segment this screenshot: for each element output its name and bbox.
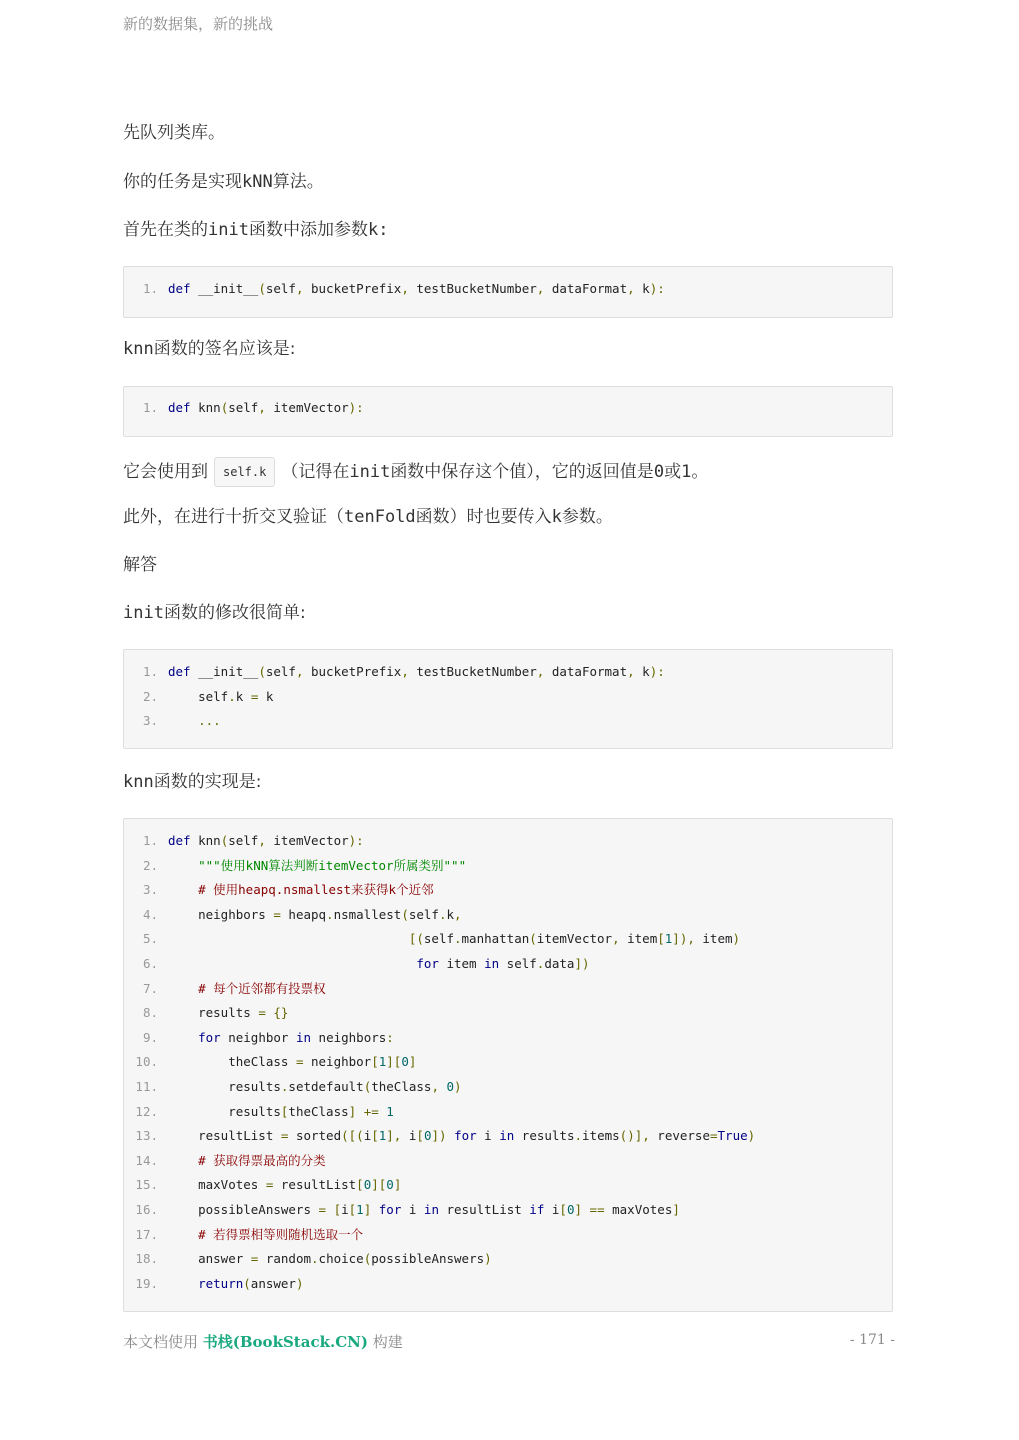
line-number: 1. bbox=[142, 281, 158, 296]
code-line bbox=[124, 1150, 326, 1172]
bookstack-link[interactable]: 书栈(BookStack.CN) bbox=[202, 1333, 368, 1351]
code-token: ) bbox=[484, 1251, 492, 1267]
paragraph-text: 或 bbox=[664, 462, 682, 482]
line-number: 14. bbox=[135, 1152, 158, 1168]
line-number: 10. bbox=[135, 1054, 158, 1070]
code-token: ) bbox=[454, 1079, 462, 1094]
code-line bbox=[124, 978, 326, 1000]
footer-prefix: 本文档使用 bbox=[123, 1333, 203, 1351]
line-number: 13. bbox=[135, 1128, 158, 1144]
code-token: = bbox=[250, 688, 259, 704]
line-number: 3. bbox=[142, 882, 158, 898]
line-number: 15. bbox=[135, 1177, 158, 1193]
paragraph-text: 此外，在进行十折交叉验证（ bbox=[123, 507, 344, 527]
code-token: ] bbox=[574, 1202, 583, 1217]
code-token: def bbox=[168, 833, 191, 848]
code-token: k bbox=[634, 664, 650, 679]
code-token: 0 bbox=[566, 1202, 575, 1217]
code-token: i bbox=[363, 1128, 372, 1144]
line-number: 12. bbox=[135, 1103, 158, 1119]
code-token: ( bbox=[258, 664, 266, 679]
code-token: , bbox=[295, 664, 304, 679]
code-token: for bbox=[454, 1128, 477, 1144]
code-token: knn bbox=[190, 400, 221, 415]
code-token: nsmallest bbox=[333, 906, 402, 922]
code-token: dataFormat bbox=[544, 281, 628, 296]
code-token bbox=[168, 1153, 198, 1168]
code-token: testBucketNumber bbox=[408, 281, 537, 296]
code-token: item bbox=[694, 931, 733, 947]
paragraph-text: （记得在 bbox=[281, 462, 350, 482]
paragraph-text: 函数的实现是: bbox=[153, 772, 262, 792]
code-token: ()], bbox=[619, 1128, 650, 1144]
code-token: . bbox=[438, 906, 447, 922]
code-token: # 使用heapq.nsmallest来获得k个近邻 bbox=[198, 882, 434, 898]
code-token: __init__ bbox=[190, 664, 259, 679]
code-token: for bbox=[198, 1029, 221, 1045]
paragraph bbox=[123, 601, 306, 625]
line-number: 16. bbox=[135, 1202, 158, 1217]
code-line bbox=[124, 830, 364, 852]
code-token: maxVotes bbox=[604, 1202, 673, 1217]
code-token: # 每个近邻都有投票权 bbox=[198, 980, 326, 996]
code-token: random bbox=[258, 1251, 312, 1267]
code-line bbox=[124, 397, 364, 419]
code-token: . bbox=[228, 688, 236, 704]
code-token: choice bbox=[318, 1251, 364, 1267]
paragraph-text: 函数的修改很简单: bbox=[163, 603, 306, 623]
paragraph-text: 。 bbox=[691, 462, 709, 482]
code-token: , bbox=[612, 931, 620, 947]
code-token: = bbox=[250, 1251, 259, 1267]
code-token: [ bbox=[657, 931, 665, 947]
page-number: - 171 - bbox=[849, 1332, 895, 1348]
code-token: ) bbox=[732, 931, 741, 947]
code-token: in bbox=[295, 1029, 312, 1045]
code-token: self bbox=[408, 906, 439, 922]
footer-credit bbox=[123, 1331, 403, 1352]
code-token bbox=[582, 1202, 590, 1217]
code-block bbox=[123, 386, 893, 437]
code-token: theClass bbox=[168, 1054, 296, 1070]
code-token: 1 bbox=[378, 1128, 387, 1144]
code-token: , bbox=[258, 400, 266, 415]
paragraph bbox=[123, 505, 613, 529]
code-token: ( bbox=[258, 281, 266, 296]
code-token: in bbox=[499, 1128, 515, 1144]
line-number: 2. bbox=[142, 688, 158, 704]
code-token: . bbox=[280, 1079, 289, 1094]
code-token: self bbox=[499, 956, 537, 971]
section-heading bbox=[123, 553, 157, 577]
paragraph-text: 首先在类的 bbox=[123, 220, 208, 240]
line-number: 1. bbox=[142, 664, 158, 679]
code-token: ( bbox=[243, 1275, 251, 1291]
code-token: , bbox=[536, 664, 545, 679]
inline-term: 0 bbox=[653, 462, 665, 482]
code-token: ] bbox=[363, 1202, 372, 1217]
line-number: 7. bbox=[142, 980, 158, 996]
code-token: . bbox=[326, 906, 334, 922]
code-token: [( bbox=[408, 931, 424, 947]
code-token: = bbox=[258, 1005, 266, 1021]
code-token: ): bbox=[649, 664, 665, 679]
code-token: . bbox=[574, 1128, 583, 1144]
code-token: ): bbox=[348, 400, 364, 415]
code-token: , bbox=[536, 281, 545, 296]
code-token: return bbox=[198, 1275, 244, 1291]
code-token: sorted bbox=[288, 1128, 342, 1144]
code-token: manhattan bbox=[461, 931, 530, 947]
inline-term: knn bbox=[123, 339, 154, 359]
code-token: . bbox=[536, 956, 545, 971]
line-number: 3. bbox=[142, 713, 158, 729]
code-line bbox=[124, 1002, 288, 1024]
code-token: in bbox=[423, 1202, 439, 1217]
code-token: self bbox=[265, 281, 296, 296]
code-token: results bbox=[514, 1128, 575, 1144]
paragraph-text: 先队列类库。 bbox=[123, 123, 225, 143]
paragraph-text: 参数。 bbox=[561, 507, 613, 527]
code-token bbox=[168, 882, 198, 897]
line-number: 19. bbox=[135, 1275, 158, 1291]
paragraph-text: 它会使用到 bbox=[123, 462, 208, 482]
code-token: = bbox=[318, 1202, 327, 1217]
code-token: answer bbox=[168, 1251, 251, 1267]
code-token: item bbox=[619, 931, 658, 947]
code-token: itemVector bbox=[265, 400, 349, 415]
code-token bbox=[326, 1202, 334, 1217]
line-number: 6. bbox=[142, 956, 158, 971]
paragraph-text: 函数）时也要传入 bbox=[415, 507, 552, 527]
code-token: = bbox=[273, 906, 281, 922]
line-number: 2. bbox=[142, 857, 158, 873]
code-token: testBucketNumber bbox=[408, 664, 537, 679]
code-token: neighbor bbox=[220, 1029, 296, 1045]
code-token: results bbox=[168, 1079, 281, 1094]
code-line bbox=[124, 661, 665, 683]
code-token: itemVector bbox=[536, 931, 613, 947]
paragraph bbox=[123, 218, 388, 242]
code-token: += bbox=[363, 1103, 379, 1119]
code-line bbox=[124, 904, 462, 926]
inline-term: init bbox=[123, 603, 164, 623]
footer-suffix: 构建 bbox=[367, 1333, 403, 1351]
code-token: ][ bbox=[371, 1177, 387, 1193]
code-token: self bbox=[168, 688, 229, 704]
code-token: ] bbox=[393, 1177, 402, 1193]
line-number: 4. bbox=[142, 906, 158, 922]
code-token bbox=[168, 1227, 198, 1242]
code-token bbox=[168, 713, 198, 728]
paragraph-text: 你的任务是实现 bbox=[123, 172, 242, 192]
code-token: items bbox=[582, 1128, 620, 1144]
code-token: answer bbox=[250, 1275, 296, 1291]
code-token: ) bbox=[295, 1275, 304, 1291]
code-token: k bbox=[634, 281, 650, 296]
code-token: itemVector bbox=[265, 833, 349, 848]
code-token bbox=[168, 981, 198, 996]
code-token bbox=[371, 1202, 379, 1217]
code-token: __init__ bbox=[190, 281, 259, 296]
code-token: ( bbox=[220, 400, 229, 415]
code-token: ]), bbox=[672, 931, 695, 947]
code-token: , bbox=[431, 1079, 439, 1094]
code-token: ] bbox=[348, 1103, 357, 1119]
code-token: resultList bbox=[273, 1177, 357, 1193]
code-token: possibleAnswers bbox=[371, 1251, 485, 1267]
code-token: """使用kNN算法判断itemVector所属类别""" bbox=[198, 857, 467, 873]
inline-term: init bbox=[208, 220, 249, 240]
code-token: {} bbox=[273, 1005, 289, 1021]
code-token: ][ bbox=[386, 1054, 402, 1070]
code-token: item bbox=[438, 956, 485, 971]
code-token: k bbox=[258, 688, 274, 704]
code-token: neighbors bbox=[311, 1029, 387, 1045]
line-number: 18. bbox=[135, 1251, 158, 1267]
code-line bbox=[124, 1051, 416, 1073]
code-token: ( bbox=[220, 833, 229, 848]
running-header: 新的数据集，新的挑战 bbox=[123, 15, 274, 33]
code-token bbox=[439, 1079, 447, 1094]
code-line bbox=[124, 879, 434, 901]
code-token: resultList bbox=[438, 1202, 530, 1217]
paragraph bbox=[123, 457, 708, 487]
code-token: , bbox=[258, 833, 266, 848]
code-line bbox=[124, 1248, 492, 1270]
code-token: : bbox=[386, 1029, 394, 1045]
code-token: ], bbox=[386, 1128, 402, 1144]
code-token: k bbox=[235, 688, 251, 704]
code-token: 1 bbox=[386, 1103, 394, 1119]
code-token: if bbox=[529, 1202, 545, 1217]
code-token: 0 bbox=[401, 1054, 409, 1070]
code-line bbox=[124, 710, 221, 732]
paragraph-text: 函数中添加参数 bbox=[248, 220, 368, 240]
paragraph-text: 解答 bbox=[123, 555, 157, 575]
inline-code: self.k bbox=[214, 457, 275, 487]
code-token: ) bbox=[747, 1128, 756, 1144]
inline-term: 1 bbox=[681, 462, 692, 482]
code-token: possibleAnswers bbox=[168, 1202, 319, 1217]
code-token: , bbox=[401, 664, 409, 679]
code-token: ( bbox=[363, 1079, 372, 1094]
paragraph bbox=[123, 770, 261, 794]
line-number: 1. bbox=[142, 833, 158, 848]
paragraph bbox=[123, 337, 295, 361]
code-token: neighbors bbox=[168, 906, 274, 922]
code-token: reverse bbox=[649, 1128, 710, 1144]
code-token: # 获取得票最高的分类 bbox=[198, 1152, 326, 1168]
code-token: i bbox=[476, 1128, 500, 1144]
code-line bbox=[124, 953, 590, 975]
code-block bbox=[123, 818, 893, 1312]
code-line bbox=[124, 1027, 394, 1049]
inline-term: init bbox=[349, 462, 391, 482]
code-token bbox=[447, 1128, 455, 1143]
code-token: [ bbox=[356, 1177, 364, 1193]
code-token: for bbox=[378, 1202, 402, 1217]
code-block bbox=[123, 266, 893, 318]
code-token: ): bbox=[348, 833, 364, 848]
code-token: data bbox=[544, 956, 575, 971]
code-token: setdefault bbox=[288, 1079, 364, 1094]
code-token: k bbox=[446, 906, 455, 922]
code-token: , bbox=[627, 281, 635, 296]
code-token: == bbox=[589, 1202, 605, 1217]
code-token: = bbox=[295, 1054, 304, 1070]
paragraph bbox=[123, 121, 225, 145]
code-token: 1 bbox=[356, 1202, 364, 1217]
code-token: def bbox=[168, 400, 191, 415]
code-token: def bbox=[168, 281, 191, 296]
code-token: ( bbox=[401, 906, 409, 922]
code-token: ): bbox=[649, 281, 665, 296]
code-token: maxVotes bbox=[168, 1177, 266, 1193]
code-token: , bbox=[401, 281, 409, 296]
code-line bbox=[124, 278, 665, 300]
code-token: [ bbox=[280, 1103, 289, 1119]
code-token: = bbox=[265, 1177, 274, 1193]
code-token: [ bbox=[416, 1128, 424, 1144]
code-token: i bbox=[544, 1202, 560, 1217]
code-token: ( bbox=[529, 931, 537, 947]
code-token: 0 bbox=[386, 1177, 394, 1193]
code-token: # 若得票相等则随机选取一个 bbox=[198, 1226, 364, 1242]
code-token: 0 bbox=[446, 1079, 455, 1094]
line-number: 9. bbox=[142, 1029, 158, 1045]
inline-term: kNN bbox=[242, 172, 273, 192]
code-token: ] bbox=[408, 1054, 417, 1070]
code-token: [ bbox=[371, 1128, 379, 1144]
code-token: ... bbox=[198, 713, 221, 729]
code-token: ]) bbox=[431, 1128, 447, 1144]
code-line bbox=[124, 1101, 394, 1123]
code-token: = bbox=[280, 1128, 289, 1144]
code-block bbox=[123, 649, 893, 749]
code-token bbox=[168, 956, 416, 971]
code-token: self bbox=[423, 931, 454, 947]
code-token: i bbox=[401, 1202, 424, 1217]
code-token: theClass bbox=[371, 1079, 432, 1094]
line-number: 11. bbox=[135, 1079, 158, 1094]
inline-term: k: bbox=[367, 220, 389, 240]
code-token: [ bbox=[371, 1054, 379, 1070]
code-token: bucketPrefix bbox=[303, 281, 402, 296]
code-token bbox=[168, 1030, 198, 1045]
code-token: . bbox=[454, 931, 462, 947]
code-token bbox=[168, 931, 409, 946]
code-token: results bbox=[168, 1005, 259, 1021]
code-token: ( bbox=[363, 1251, 372, 1267]
code-token: neighbor bbox=[303, 1054, 372, 1070]
code-token: , bbox=[627, 664, 635, 679]
code-line bbox=[124, 928, 740, 950]
line-number: 8. bbox=[142, 1005, 158, 1021]
code-token: self bbox=[228, 400, 259, 415]
code-token: bucketPrefix bbox=[303, 664, 402, 679]
code-token: [ bbox=[559, 1202, 567, 1217]
line-number: 5. bbox=[142, 931, 158, 947]
paragraph-text: 函数的签名应该是: bbox=[153, 339, 296, 359]
code-token: . bbox=[311, 1251, 319, 1267]
line-number: 1. bbox=[142, 400, 158, 415]
code-token: theClass bbox=[288, 1103, 349, 1119]
code-line bbox=[124, 1174, 401, 1196]
code-line bbox=[124, 855, 466, 877]
code-token: True bbox=[717, 1128, 748, 1144]
code-token: i bbox=[401, 1128, 417, 1144]
code-token bbox=[168, 1276, 198, 1291]
code-token: heapq bbox=[280, 906, 327, 922]
code-line bbox=[124, 1224, 363, 1246]
code-token: , bbox=[295, 281, 304, 296]
code-token: for bbox=[416, 956, 439, 971]
inline-term: tenFold bbox=[344, 507, 416, 527]
paragraph-text: 函数中保存这个值），它的返回值是 bbox=[390, 462, 654, 482]
code-token: 1 bbox=[664, 931, 673, 947]
code-token: dataFormat bbox=[544, 664, 628, 679]
code-line bbox=[124, 1125, 755, 1147]
code-token: i bbox=[341, 1202, 349, 1217]
code-token: ([( bbox=[341, 1128, 364, 1144]
code-token: [ bbox=[348, 1202, 357, 1217]
code-token bbox=[356, 1104, 364, 1119]
code-token: , bbox=[454, 906, 462, 922]
code-token: self bbox=[265, 664, 296, 679]
code-token: resultList bbox=[168, 1128, 281, 1144]
code-token: knn bbox=[190, 833, 221, 848]
code-token: 0 bbox=[423, 1128, 432, 1144]
code-token: 0 bbox=[363, 1177, 372, 1193]
inline-term: knn bbox=[123, 772, 154, 792]
line-number: 17. bbox=[135, 1226, 158, 1242]
paragraph-text: 算法。 bbox=[272, 172, 324, 192]
inline-term: k bbox=[551, 507, 562, 527]
code-token: self bbox=[228, 833, 259, 848]
code-token: [ bbox=[333, 1202, 342, 1217]
code-token bbox=[168, 858, 198, 873]
code-line bbox=[124, 1273, 303, 1295]
code-line bbox=[124, 686, 273, 708]
code-token: in bbox=[484, 956, 500, 971]
paragraph bbox=[123, 170, 324, 194]
code-token: ]) bbox=[574, 956, 590, 971]
code-token: 1 bbox=[378, 1054, 387, 1070]
code-token: = bbox=[710, 1128, 718, 1144]
code-line bbox=[124, 1199, 680, 1221]
code-token: def bbox=[168, 664, 191, 679]
code-token: results bbox=[168, 1103, 281, 1119]
code-line bbox=[124, 1076, 462, 1098]
code-token: ] bbox=[672, 1202, 680, 1217]
